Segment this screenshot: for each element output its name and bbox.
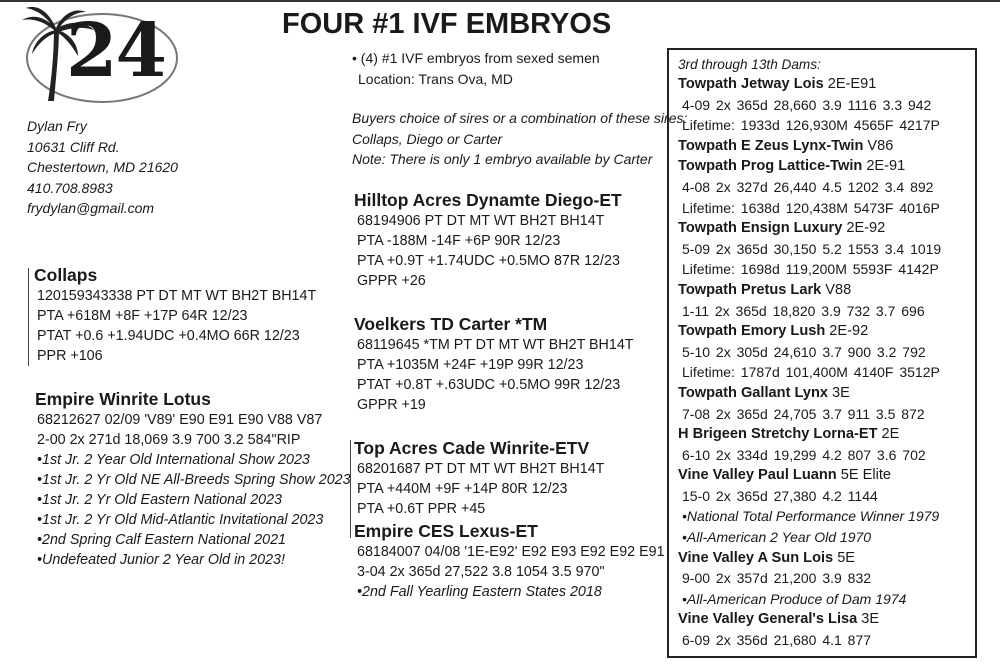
dam-entry-name — [678, 218, 970, 239]
lotus-award: •1st Jr. 2 Yr Old NE All-Breeds Spring Show 2023 — [37, 472, 351, 488]
buyer-note-block — [352, 108, 687, 170]
dam-name: Vine Valley A Sun Lois — [678, 549, 834, 566]
buyer-note-line: Buyers choice of sires or a combination of these sires: — [352, 110, 688, 126]
dam-name: Vine Valley General's Lisa — [678, 611, 858, 628]
dam-name: Towpath Gallant Lynx — [678, 384, 828, 401]
dam-record-line: 9-00 2x 357d 21,200 3.9 832 — [682, 570, 872, 587]
dam-entry-name — [678, 280, 970, 301]
contact-city: Chestertown, MD 21620 — [27, 159, 178, 175]
cade-line: 68201687 PT DT MT WT BH2T BH14T — [357, 461, 605, 477]
logo-number: 24 — [66, 8, 165, 94]
dam-name: Towpath Pretus Lark — [678, 281, 822, 298]
dam-classification: 2E — [881, 426, 900, 443]
collaps-line: PTAT +0.6 +1.94UDC +0.4MO 66R 12/23 — [37, 328, 300, 344]
sire-name-diego: Hilltop Acres Dynamte Diego-ET — [354, 190, 622, 210]
dam-entry-name — [678, 424, 970, 445]
lotus-line: 68212627 02/09 'V89' E90 E91 E90 V88 V87 — [37, 412, 323, 428]
dam-classification: 5E Elite — [840, 467, 891, 484]
page-title: FOUR #1 IVF EMBRYOS — [282, 8, 612, 40]
dams-entries — [678, 74, 970, 651]
dam-classification: V86 — [867, 137, 894, 154]
dam-name: Towpath Emory Lush — [678, 323, 826, 340]
dam-record-line: Lifetime: 1933d 126,930M 4565F 4217P — [682, 117, 940, 134]
dam-record-line: 7-08 2x 365d 24,705 3.7 911 3.5 872 — [682, 405, 925, 422]
lotus-details — [37, 410, 351, 570]
contact-phone: 410.708.8983 — [27, 179, 113, 196]
cade-details — [357, 459, 604, 519]
dam-name: Towpath Prog Lattice-Twin — [678, 158, 863, 175]
top-rule — [0, 0, 1000, 2]
lotus-award: •2nd Spring Calf Eastern National 2021 — [37, 532, 287, 548]
dam-record-line: 5-10 2x 305d 24,610 3.7 900 3.2 792 — [682, 343, 926, 360]
dam-name: Vine Valley Paul Luann — [678, 467, 837, 484]
dams-header: 3rd through 13th Dams: — [678, 57, 821, 72]
dam-entry-name — [678, 609, 970, 630]
lotus-award: •Undefeated Junior 2 Year Old in 2023! — [37, 552, 285, 568]
dam-classification: 2E-E91 — [827, 76, 877, 92]
carter-line: PTA +1035M +24F +19P 99R 12/23 — [357, 357, 584, 373]
dam-classification: 2E-92 — [846, 220, 886, 237]
dam-record-line: 6-09 2x 356d 21,680 4.1 877 — [682, 632, 872, 649]
dam-name: Towpath E Zeus Lynx-Twin — [678, 137, 864, 154]
contact-name: Dylan Fry — [27, 118, 87, 134]
dam-classification: 3E — [861, 611, 880, 628]
carter-details — [357, 335, 634, 415]
lexus-line: 3-04 2x 365d 27,522 3.8 1054 3.5 970" — [357, 564, 605, 580]
dam-name: H Brigeen Stretchy Lorna-ET — [678, 426, 878, 443]
intro-block — [352, 48, 600, 89]
dam-classification: 5E — [837, 549, 856, 566]
intro-line: • (4) #1 IVF embryos from sexed semen — [352, 50, 600, 66]
dam-classification: 2E-91 — [866, 158, 906, 175]
dam-classification: 3E — [832, 384, 850, 401]
dam-classification: 2E-92 — [829, 323, 869, 340]
collaps-line: 120159343338 PT DT MT WT BH2T BH14T — [37, 288, 317, 304]
dam-record-line: Lifetime: 1787d 101,400M 4140F 3512P — [682, 364, 940, 381]
buyer-note-line: Note: There is only 1 embryo available by Carter — [352, 151, 653, 167]
diego-line: GPPR +26 — [357, 273, 426, 289]
lexus-line: 68184007 04/08 '1E-E92' E92 E93 E92 E92 E91 — [357, 544, 665, 560]
dam-classification: V88 — [825, 281, 852, 298]
dam-record-line: 4-09 2x 365d 28,660 3.9 1116 3.3 942 — [682, 96, 932, 113]
lotus-award: •1st Jr. 2 Yr Old Eastern National 2023 — [37, 492, 283, 508]
dam-name: Towpath Ensign Luxury — [678, 220, 843, 237]
lotus-line: 2-00 2x 271d 18,069 3.9 700 3.2 584"RIP — [37, 432, 301, 448]
dam-record-line: 15-0 2x 365d 27,380 4.2 1144 — [682, 487, 878, 504]
intro-location: Location: Trans Ova, MD — [358, 70, 513, 87]
dam-entry-name — [678, 74, 970, 95]
carter-line: GPPR +19 — [357, 397, 426, 413]
dam-entry-name — [678, 156, 970, 177]
dam-name-lexus: Empire CES Lexus-ET — [354, 521, 538, 541]
dam-award-line: •National Total Performance Winner 1979 — [682, 508, 940, 525]
collaps-line: PTA +618M +8F +17P 64R 12/23 — [37, 308, 248, 324]
dam-entry-name — [678, 321, 970, 342]
dam-award-line: •All-American 2 Year Old 1970 — [682, 529, 872, 546]
collaps-bracket — [28, 268, 29, 366]
contact-email[interactable]: frydylan@gmail.com — [27, 200, 155, 216]
sire-name-collaps: Collaps — [34, 265, 98, 285]
sire-name-carter: Voelkers TD Carter *TM — [354, 314, 548, 334]
diego-details — [357, 211, 620, 291]
buyer-note-line: Collaps, Diego or Carter — [352, 130, 503, 147]
dam-record-line: 5-09 2x 365d 30,150 5.2 1553 3.4 1019 — [682, 240, 942, 257]
diego-line: PTA +0.9T +1.74UDC +0.5MO 87R 12/23 — [357, 253, 620, 269]
diego-line: 68194906 PT DT MT WT BH2T BH14T — [357, 213, 605, 229]
dam-record-line: 1-11 2x 365d 18,820 3.9 732 3.7 696 — [682, 302, 925, 319]
dam-name: Towpath Jetway Lois — [678, 76, 824, 92]
dam-record-line: 4-08 2x 327d 26,440 4.5 1202 3.4 892 — [682, 178, 934, 195]
lotus-award: •1st Jr. 2 Year Old International Show 2023 — [37, 452, 310, 468]
diego-line: PTA -188M -14F +6P 90R 12/23 — [357, 233, 561, 249]
cade-line: PTA +0.6T PPR +45 — [357, 501, 486, 517]
dam-record-line: 6-10 2x 334d 19,299 4.2 807 3.6 702 — [682, 446, 926, 463]
collaps-line: PPR +106 — [37, 348, 103, 364]
lexus-details — [357, 542, 665, 602]
dam-record-line: Lifetime: 1698d 119,200M 5593F 4142P — [682, 261, 939, 278]
dam-entry-name — [678, 465, 970, 486]
dam-record-line: Lifetime: 1638d 120,438M 5473F 4016P — [682, 199, 940, 216]
dams-list — [678, 56, 970, 651]
contact-block — [27, 116, 178, 219]
dam-name-lotus: Empire Winrite Lotus — [35, 389, 211, 409]
dam-entry-name — [678, 136, 970, 157]
sire-name-cade: Top Acres Cade Winrite-ETV — [354, 438, 590, 458]
collaps-details — [37, 286, 316, 366]
lexus-award: •2nd Fall Yearling Eastern States 2018 — [357, 584, 602, 600]
dam-entry-name — [678, 548, 970, 569]
dam-award-line: •All-American Produce of Dam 1974 — [682, 590, 907, 607]
carter-line: 68119645 *TM PT DT MT WT BH2T BH14T — [357, 337, 634, 353]
cade-bracket — [350, 440, 351, 538]
carter-line: PTAT +0.8T +.63UDC +0.5MO 99R 12/23 — [357, 377, 621, 393]
contact-street: 10631 Cliff Rd. — [27, 138, 120, 155]
lotus-award: •1st Jr. 2 Yr Old Mid-Atlantic Invitational 2023 — [37, 512, 324, 528]
cade-line: PTA +440M +9F +14P 80R 12/23 — [357, 481, 568, 497]
dam-entry-name — [678, 383, 970, 404]
